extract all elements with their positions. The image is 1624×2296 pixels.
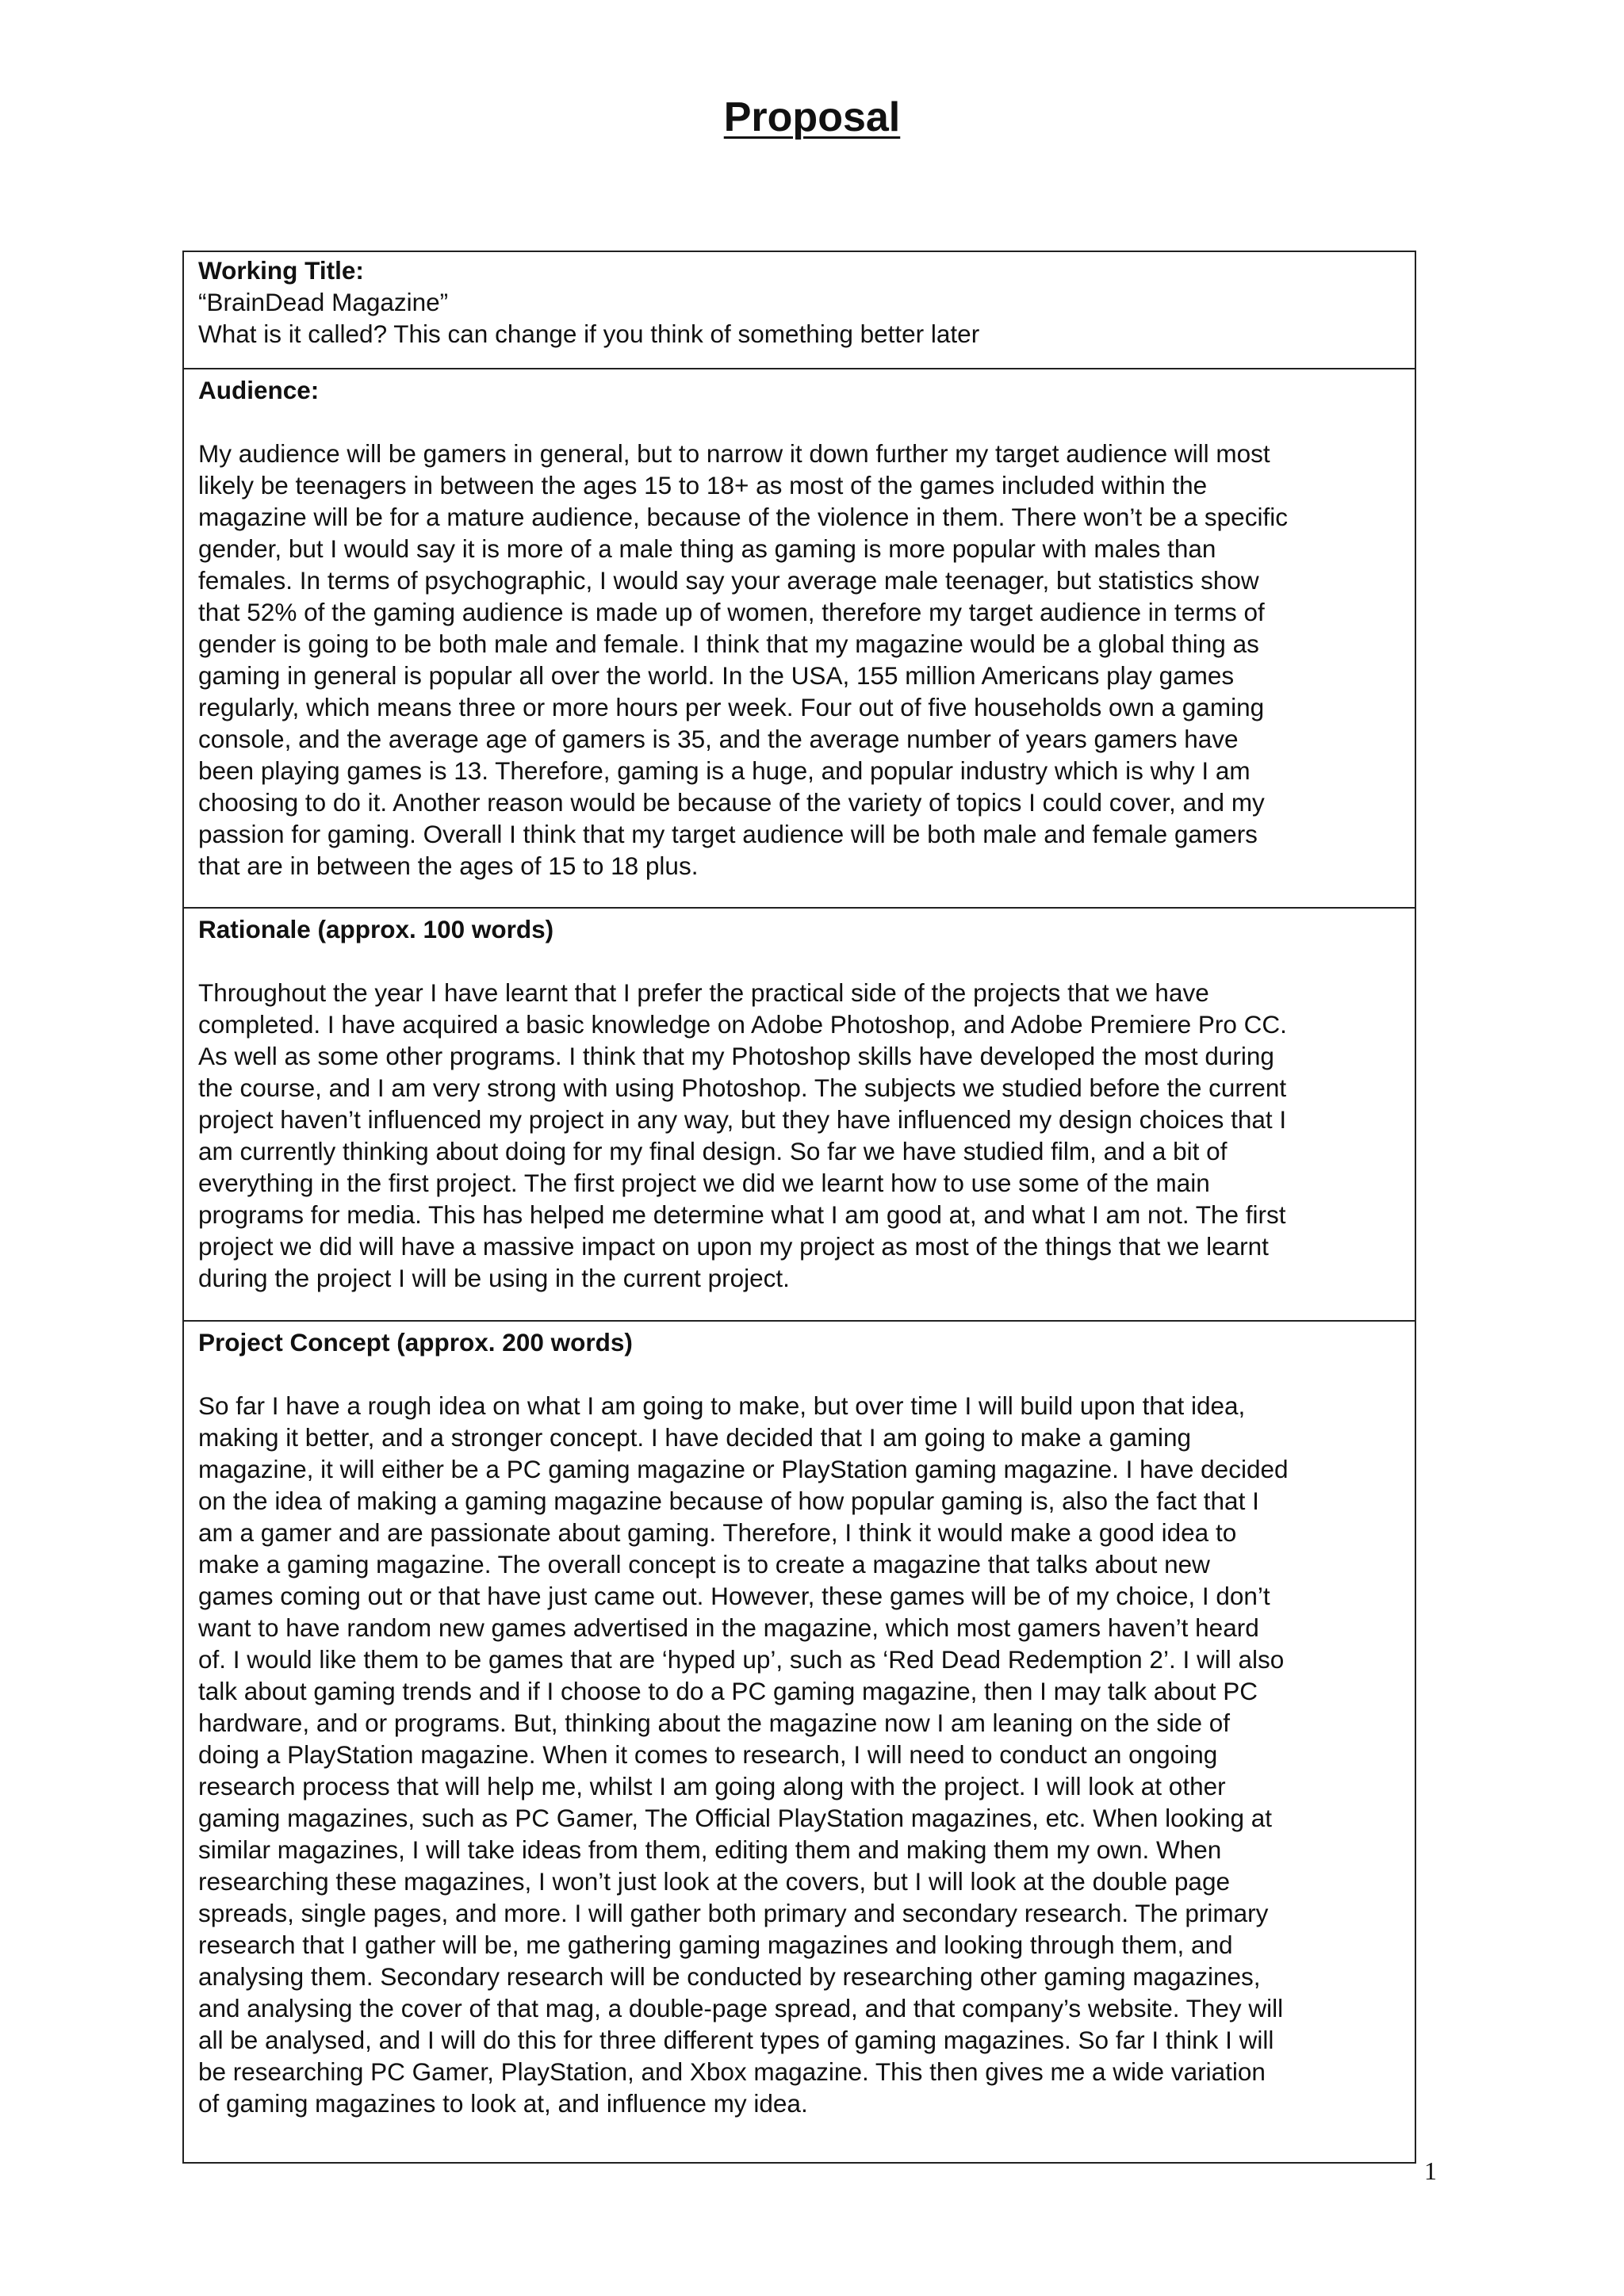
- working-title-section: [184, 252, 1415, 369]
- text-line: choosing to do it. Another reason would be because of the variety of topics I could cover, and my: [198, 788, 1265, 817]
- paragraph-gap: [198, 1358, 1402, 1390]
- text-line: spreads, single pages, and more. I will gather both primary and secondary research. The primary: [198, 1899, 1269, 1927]
- text-line: all be analysed, and I will do this for three different types of gaming magazines. So far I think I will: [198, 2026, 1274, 2054]
- text-line: regularly, which means three or more hours per week. Four out of five households own a gaming: [198, 693, 1265, 721]
- proposal-form-table: [182, 251, 1416, 2164]
- text-line: been playing games is 13. Therefore, gaming is a huge, and popular industry which is why I am: [198, 756, 1251, 785]
- text-line: gender, but I would say it is more of a male thing as gaming is more popular with males than: [198, 534, 1216, 563]
- text-line: of gaming magazines to look at, and influence my idea.: [198, 2089, 808, 2118]
- text-line: on the idea of making a gaming magazine because of how popular gaming is, also the fact that I: [198, 1487, 1259, 1515]
- rationale-heading: Rationale (approx. 100 words): [198, 915, 554, 943]
- text-line: the course, and I am very strong with using Photoshop. The subjects we studied before the current: [198, 1073, 1287, 1102]
- text-line: project we did will have a massive impact on upon my project as most of the things that we learnt: [198, 1232, 1269, 1261]
- text-line: research that I gather will be, me gathering gaming magazines and looking through them, and: [198, 1931, 1233, 1959]
- text-line: doing a PlayStation magazine. When it comes to research, I will need to conduct an ongoing: [198, 1740, 1218, 1769]
- text-line: likely be teenagers in between the ages 15 to 18+ as most of the games included within the: [198, 471, 1208, 499]
- text-line: Throughout the year I have learnt that I prefer the practical side of the projects that we have: [198, 978, 1209, 1007]
- text-line: everything in the first project. The first project we did we learnt how to use some of the main: [198, 1169, 1210, 1197]
- page-title: Proposal: [723, 94, 901, 140]
- text-line: completed. I have acquired a basic knowledge on Adobe Photoshop, and Adobe Premiere Pro CC.: [198, 1010, 1287, 1039]
- text-line: similar magazines, I will take ideas from them, editing them and making them my own. When: [198, 1835, 1222, 1864]
- text-line: research process that will help me, whilst I am going along with the project. I will look at other: [198, 1772, 1226, 1800]
- text-line: and analysing the cover of that mag, a double-page spread, and that company’s website. They will: [198, 1994, 1284, 2022]
- text-line: project haven’t influenced my project in any way, but they have influenced my design choices that I: [198, 1105, 1287, 1134]
- text-line: “BrainDead Magazine”: [198, 288, 449, 316]
- working-title-body: [198, 286, 1402, 350]
- audience-heading: Audience:: [198, 376, 320, 404]
- text-line: So far I have a rough idea on what I am going to make, but over time I will build upon that idea,: [198, 1391, 1246, 1420]
- audience-section: [184, 369, 1415, 909]
- text-line: magazine will be for a mature audience, because of the violence in them. There won’t be a specific: [198, 503, 1288, 531]
- text-line: gaming magazines, such as PC Gamer, The Official PlayStation magazines, etc. When looking at: [198, 1804, 1273, 1832]
- text-line: hardware, and or programs. But, thinking about the magazine now I am leaning on the side of: [198, 1709, 1231, 1737]
- rationale-body: [198, 977, 1402, 1294]
- text-line: am a gamer and are passionate about gaming. Therefore, I think it would make a good idea to: [198, 1518, 1237, 1547]
- text-line: As well as some other programs. I think that my Photoshop skills have developed the most during: [198, 1042, 1274, 1070]
- rationale-section: [184, 909, 1415, 1322]
- project-concept-body: [198, 1390, 1402, 2119]
- text-line: that are in between the ages of 15 to 18 plus.: [198, 851, 699, 880]
- text-line: want to have random new games advertised in the magazine, which most gamers haven’t heard: [198, 1613, 1259, 1642]
- text-line: programs for media. This has helped me determine what I am good at, and what I am not. The first: [198, 1200, 1286, 1229]
- text-line: gaming in general is popular all over the world. In the USA, 155 million Americans play games: [198, 661, 1235, 690]
- text-line: am currently thinking about doing for my final design. So far we have studied film, and a bit of: [198, 1137, 1228, 1165]
- text-line: be researching PC Gamer, PlayStation, and Xbox magazine. This then gives me a wide variation: [198, 2057, 1266, 2086]
- page-number: 1: [1424, 2156, 1437, 2185]
- text-line: researching these magazines, I won’t just look at the covers, but I will look at the double page: [198, 1867, 1230, 1896]
- text-line: What is it called? This can change if you think of something better later: [198, 320, 980, 348]
- text-line: of. I would like them to be games that are ‘hyped up’, such as ‘Red Dead Redemption 2’. I will also: [198, 1645, 1285, 1674]
- text-line: that 52% of the gaming audience is made up of women, therefore my target audience in terms of: [198, 598, 1265, 626]
- text-line: console, and the average age of gamers is 35, and the average number of years gamers have: [198, 725, 1239, 753]
- text-line: females. In terms of psychographic, I would say your average male teenager, but statistics show: [198, 566, 1259, 595]
- text-line: passion for gaming. Overall I think that my target audience will be both male and female gamers: [198, 820, 1258, 848]
- text-line: during the project I will be using in the current project.: [198, 1264, 790, 1292]
- text-line: make a gaming magazine. The overall concept is to create a magazine that talks about new: [198, 1550, 1210, 1578]
- project-concept-section: [184, 1322, 1415, 2162]
- text-line: My audience will be gamers in general, but to narrow it down further my target audience will most: [198, 439, 1270, 468]
- text-line: talk about gaming trends and if I choose to do a PC gaming magazine, then I may talk about PC: [198, 1677, 1258, 1705]
- paragraph-gap: [198, 945, 1402, 977]
- working-title-heading: Working Title:: [198, 256, 364, 285]
- text-line: analysing them. Secondary research will be conducted by researching other gaming magazines,: [198, 1962, 1261, 1991]
- text-line: games coming out or that have just came out. However, these games will be of my choice, I don’t: [198, 1582, 1270, 1610]
- audience-body: [198, 438, 1402, 882]
- text-line: gender is going to be both male and female. I think that my magazine would be a global thing as: [198, 629, 1259, 658]
- text-line: magazine, it will either be a PC gaming magazine or PlayStation gaming magazine. I have decided: [198, 1455, 1289, 1483]
- project-concept-heading: Project Concept (approx. 200 words): [198, 1328, 633, 1357]
- text-line: making it better, and a stronger concept. I have decided that I am going to make a gaming: [198, 1423, 1192, 1452]
- paragraph-gap: [198, 406, 1402, 438]
